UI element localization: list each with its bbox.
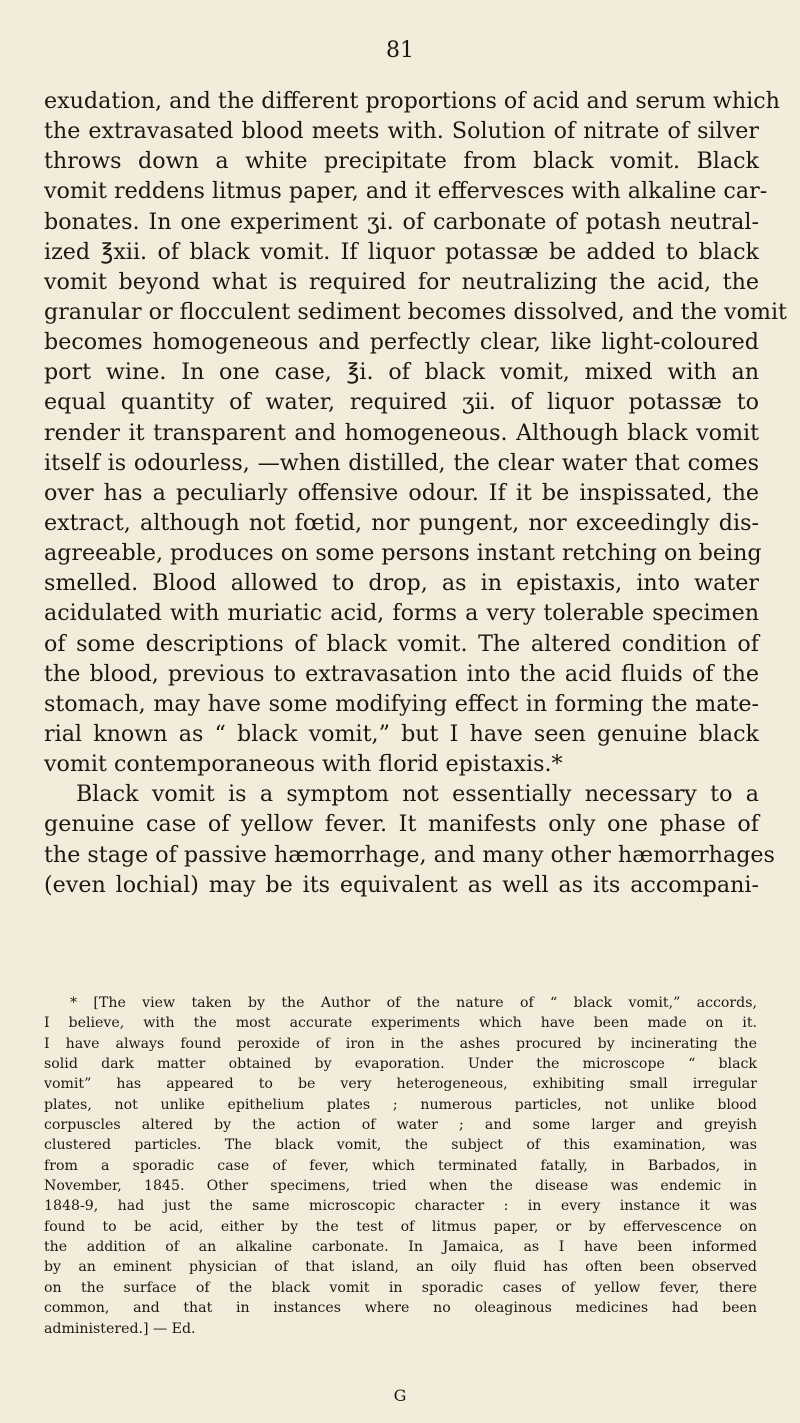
body-line: itself is odourless, —when distilled, the clear water that comes [44, 449, 759, 476]
footnote-line: plates, not unlike epithelium plates ; numerous particles, not unlike blood [44, 1096, 757, 1113]
footnote-line: on the surface of the black vomit in sporadic cases of yellow fever, there [44, 1279, 757, 1296]
signature-mark: G [393, 1386, 407, 1405]
body-line: granular or flocculent sediment becomes dissolved, and the vomit [44, 298, 787, 325]
footnote-line: I believe, with the most accurate experiments which have been made on it. [44, 1015, 757, 1032]
body-line: acidulated with muriatic acid, forms a very tolerable specimen [44, 600, 759, 627]
body-line: smelled. Blood allowed to drop, as in epistaxis, into water [44, 570, 759, 597]
body-line: of some descriptions of black vomit. The altered condition of [44, 630, 759, 657]
body-line: the stage of passive hæmorrhage, and many other hæmorrhages [44, 841, 775, 868]
footnote-line: vomit” has appeared to be very heterogeneous, exhibiting small irregular [44, 1076, 757, 1093]
body-line: port wine. In one case, ℥i. of black vomit, mixed with an [44, 359, 759, 386]
body-line: render it transparent and homogeneous. Although black vomit [44, 419, 759, 446]
body-line: over has a peculiarly offensive odour. If it be inspissated, the [44, 479, 759, 506]
body-line: vomit reddens litmus paper, and it effervesces with alkaline car- [44, 178, 768, 205]
footnote-line: solid dark matter obtained by evaporation. Under the microscope “ black [44, 1056, 757, 1073]
body-line: vomit beyond what is required for neutralizing the acid, the [44, 268, 759, 295]
body-line: (even lochial) may be its equivalent as well as its accompani- [44, 871, 759, 898]
footnote-line: corpuscles altered by the action of water ; and some larger and greyish [44, 1117, 757, 1134]
footnote-line: the addition of an alkaline carbonate. In Jamaica, as I have been informed [44, 1239, 757, 1256]
footnote-line: found to be acid, either by the test of litmus paper, or by effervescence on [44, 1218, 757, 1235]
body-line: bonates. In one experiment ʒi. of carbonate of potash neutral- [44, 208, 759, 235]
body-line: throws down a white precipitate from black vomit. Black [44, 148, 759, 175]
body-line: Black vomit is a symptom not essentially necessary to a [76, 781, 759, 808]
footnote-line: clustered particles. The black vomit, the subject of this examination, was [44, 1137, 757, 1154]
body-line: extract, although not fœtid, nor pungent, nor exceedingly dis- [44, 509, 759, 536]
footnote-line: from a sporadic case of fever, which terminated fatally, in Barbados, in [44, 1157, 757, 1174]
footnote-line: by an eminent physician of that island, an oily fluid has often been observed [44, 1259, 757, 1276]
footnote-line: * [The view taken by the Author of the nature of “ black vomit,” accords, [70, 995, 757, 1011]
footnote [44, 993, 757, 1339]
footnote-line: I have always found peroxide of iron in the ashes procured by incinerating the [44, 1035, 757, 1052]
body-line: rial known as “ black vomit,” but I have seen genuine black [44, 720, 759, 747]
body-line: agreeable, produces on some persons instant retching on being [44, 540, 762, 567]
body-line: the blood, previous to extravasation into the acid fluids of the [44, 660, 759, 687]
page-number: 81 [386, 38, 414, 63]
body-text [44, 86, 787, 900]
footnote-line: November, 1845. Other specimens, tried when the disease was endemic in [44, 1178, 757, 1195]
body-line: ized ℥xii. of black vomit. If liquor potassæ be added to black [44, 238, 759, 265]
footnote-line: 1848-9, had just the same microscopic character : in every instance it was [44, 1198, 757, 1215]
body-line: stomach, may have some modifying effect in forming the mate- [44, 690, 759, 717]
body-line: genuine case of yellow fever. It manifests only one phase of [44, 811, 759, 838]
body-line: the extravasated blood meets with. Solution of nitrate of silver [44, 118, 759, 145]
footnote-line: administered.] — Ed. [44, 1320, 196, 1337]
body-line: exudation, and the different proportions of acid and serum which [44, 88, 780, 114]
body-line: equal quantity of water, required ʒii. of liquor potassæ to [44, 389, 759, 416]
footnote-line: common, and that in instances where no oleaginous medicines had been [44, 1300, 757, 1317]
body-line: vomit contemporaneous with florid epistaxis.* [44, 751, 563, 778]
body-line: becomes homogeneous and perfectly clear, like light-coloured [44, 329, 759, 356]
